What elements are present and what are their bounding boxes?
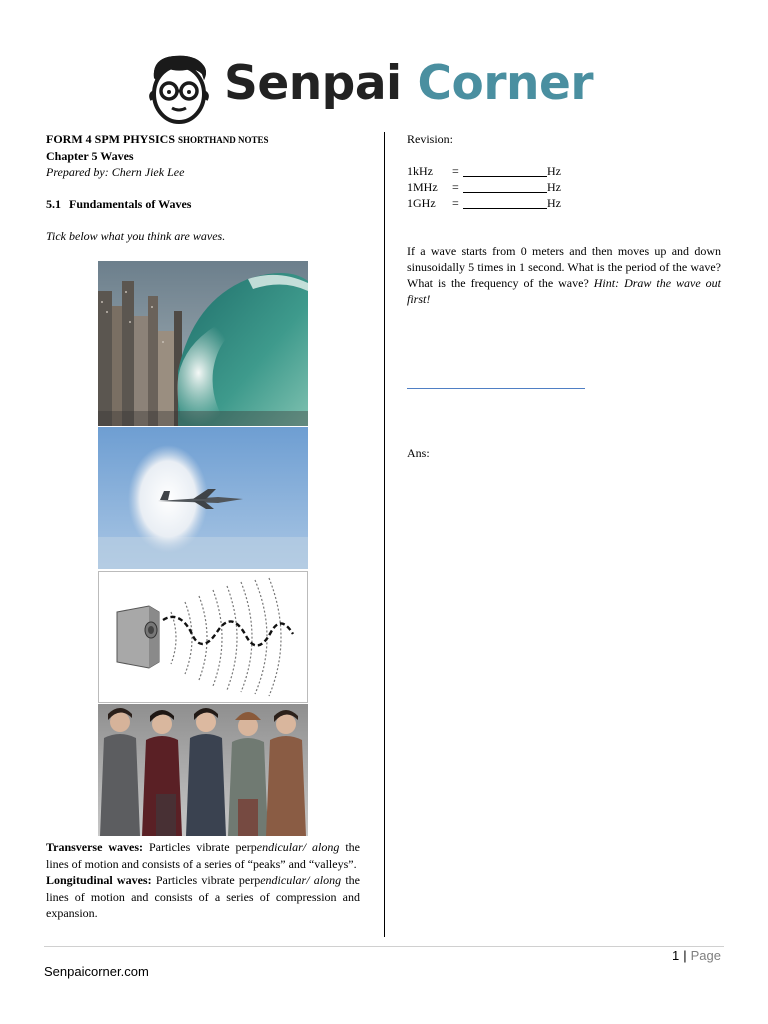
conversion-equals: = bbox=[452, 180, 459, 194]
transverse-label: Transverse waves: bbox=[46, 840, 144, 854]
section-heading bbox=[46, 196, 362, 212]
transverse-definition bbox=[46, 839, 360, 872]
longitudinal-text-a: Particles vibrate perp bbox=[155, 873, 261, 887]
website-footer: Senpaicorner.com bbox=[44, 964, 149, 979]
drawing-baseline bbox=[407, 388, 585, 389]
answer-blank[interactable] bbox=[463, 208, 547, 209]
conversion-row bbox=[407, 163, 721, 179]
revision-label: Revision: bbox=[407, 132, 454, 146]
left-column bbox=[46, 131, 362, 244]
footer-rule bbox=[44, 946, 724, 947]
page-number-value: 1 bbox=[672, 948, 680, 963]
title-main: FORM 4 SPM PHYSICS bbox=[46, 132, 175, 146]
conversion-row bbox=[407, 179, 721, 195]
page-word: Page bbox=[690, 948, 721, 963]
author-line: Prepared by: Chern Jiek Lee bbox=[46, 165, 185, 179]
transverse-text-b: endicular/ along bbox=[256, 840, 340, 854]
transverse-text-c: the lines of motion and consists of a series of “peaks” and “valleys”. bbox=[46, 840, 360, 871]
section-title: Fundamentals of Waves bbox=[69, 197, 192, 211]
conversion-lhs: 1MHz bbox=[407, 180, 438, 194]
answer-label: Ans: bbox=[407, 446, 430, 460]
question-text: If a wave starts from 0 meters and then moves up and down sinusoidally 5 times in 1 second. What is the period of the wave? What is the frequency of the wave? bbox=[407, 244, 721, 290]
jet-sonic-boom-photo bbox=[98, 427, 308, 569]
answer-blank[interactable] bbox=[463, 192, 547, 193]
longitudinal-definition bbox=[46, 872, 360, 922]
speaker-sound-wave-diagram bbox=[98, 571, 308, 703]
brand-name bbox=[224, 54, 593, 114]
conversion-equals: = bbox=[452, 196, 459, 210]
right-column bbox=[407, 131, 721, 307]
column-divider bbox=[384, 132, 385, 937]
question-hint: Hint: Draw the wave out first! bbox=[407, 276, 721, 306]
conversion-lhs: 1GHz bbox=[407, 196, 436, 210]
longitudinal-label: Longitudinal waves: bbox=[46, 873, 152, 887]
conversion-unit: Hz bbox=[547, 180, 561, 194]
wave-question bbox=[407, 243, 721, 307]
instruction-text: Tick below what you think are waves. bbox=[46, 229, 226, 243]
wave-definitions bbox=[46, 839, 360, 922]
transverse-text-a: Particles vibrate perp bbox=[148, 840, 257, 854]
document-title bbox=[46, 131, 362, 148]
answer-blank[interactable] bbox=[463, 176, 547, 177]
conversion-row bbox=[407, 195, 721, 211]
brand-part2: Corner bbox=[417, 56, 594, 111]
conversion-lhs: 1kHz bbox=[407, 164, 433, 178]
chapter-title: Chapter 5 Waves bbox=[46, 149, 134, 163]
conversion-equals: = bbox=[452, 164, 459, 178]
tsunami-wave-photo bbox=[98, 261, 308, 426]
senpai-corner-logo bbox=[146, 52, 626, 128]
longitudinal-text-b: endicular/ along bbox=[260, 873, 342, 887]
conversion-unit: Hz bbox=[547, 196, 561, 210]
section-number: 5.1 bbox=[46, 197, 61, 211]
longitudinal-text-c: the lines of motion and consists of a series of compression and expansion. bbox=[46, 873, 360, 920]
title-small: SHORTHAND NOTES bbox=[178, 135, 269, 145]
boy-band-group-photo bbox=[98, 704, 308, 836]
page-number bbox=[672, 948, 721, 963]
brand-part1: Senpai bbox=[224, 56, 402, 111]
page-separator: | bbox=[683, 948, 687, 963]
conversion-unit: Hz bbox=[547, 164, 561, 178]
mascot-face-icon bbox=[146, 52, 212, 126]
